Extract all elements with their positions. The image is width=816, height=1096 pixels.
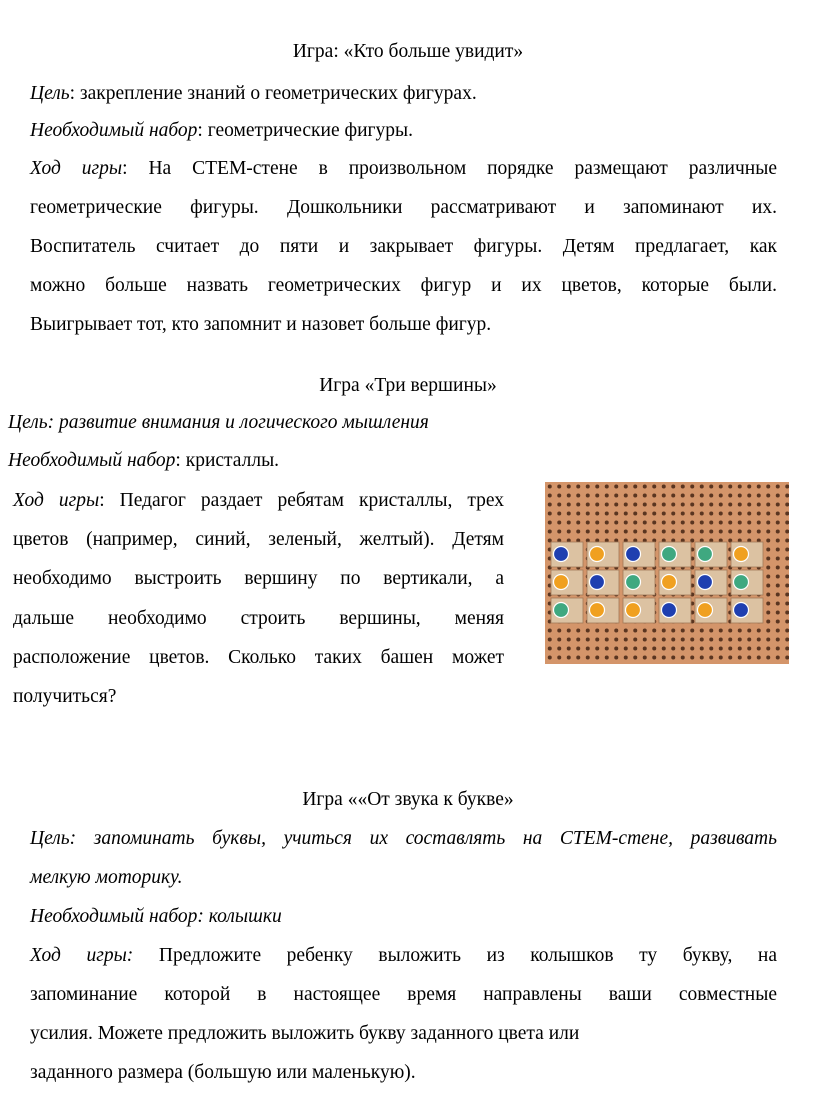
- crystal-blue: [626, 547, 641, 562]
- crystal-orange: [698, 603, 713, 618]
- game2-kit-text: : кристаллы.: [175, 450, 280, 471]
- crystal-blue: [698, 575, 713, 590]
- game3-goal-text: : запоминать буквы, учиться их составлять на СТЕМ-стене, развивать: [69, 828, 777, 849]
- game1-goal-label: Цель: [30, 83, 70, 104]
- game2-course-line-5: расположение цветов. Сколько таких башен может: [13, 647, 504, 668]
- crystal-orange: [590, 547, 605, 562]
- crystal-green: [698, 547, 713, 562]
- game3-course-label: Ход игры:: [30, 945, 134, 966]
- crystals-stem-wall-photo: [545, 482, 789, 664]
- game1-goal: [30, 82, 477, 106]
- game1-course-line-2: геометрические фигуры. Дошкольники рассматривают и запоминают их.: [30, 197, 777, 218]
- game2-course-line-6: получиться?: [13, 686, 117, 707]
- crystal-orange: [662, 575, 677, 590]
- crystal-orange: [590, 603, 605, 618]
- game1-goal-text: : закрепление знаний о геометрических фигурах.: [69, 83, 477, 104]
- game3-course-line-3: усилия. Можете предложить выложить букву заданного цвета или: [30, 1023, 580, 1044]
- crystal-green: [734, 575, 749, 590]
- game3-course-line-2: запоминание которой в настоящее время направлены ваши совместные: [30, 984, 777, 1005]
- game2-course-text: : Педагог раздает ребятам кристаллы, трех: [99, 490, 504, 511]
- crystal-orange: [734, 547, 749, 562]
- game1-kit-text: : геометрические фигуры.: [197, 120, 414, 141]
- game2-course-line-3: необходимо выстроить вершину по вертикали, а: [13, 568, 504, 589]
- game1-kit-label: Необходимый набор: [30, 120, 198, 141]
- game1-course-label: Ход игры: [30, 158, 123, 179]
- crystal-blue: [662, 603, 677, 618]
- game2-course-line-1: [13, 489, 504, 513]
- game3-goal-label: Цель: [30, 828, 70, 849]
- crystal-blue: [734, 603, 749, 618]
- game1-kit: [30, 119, 413, 143]
- game2-kit-label: Необходимый набор: [8, 450, 176, 471]
- crystal-green: [662, 547, 677, 562]
- crystal-green: [626, 575, 641, 590]
- crystal-blue: [590, 575, 605, 590]
- game2-goal: [8, 411, 429, 435]
- game2-course-line-4: дальше необходимо строить вершины, меняя: [13, 608, 504, 629]
- game2-course-label: Ход игры: [13, 490, 100, 511]
- game3-title: Игра ««От звука к букве»: [302, 789, 514, 810]
- game1-course-line-5: Выигрывает тот, кто запомнит и назовет больше фигур.: [30, 314, 492, 335]
- game1-course-text: : На СТЕМ-стене в произвольном порядке размещают различные: [122, 158, 777, 179]
- crystal-orange: [626, 603, 641, 618]
- game3-goal-line-1: [30, 827, 777, 851]
- game2-goal-label: Цель: [8, 412, 48, 433]
- game2-course-line-2: цветов (например, синий, зеленый, желтый). Детям: [13, 529, 504, 550]
- game3-goal-line-2: мелкую моторику.: [30, 867, 183, 888]
- game2-kit: [8, 449, 279, 473]
- game1-course-line-1: [30, 157, 777, 181]
- crystal-green: [554, 603, 569, 618]
- game1-course-line-3: Воспитатель считает до пяти и закрывает фигуры. Детям предлагает, как: [30, 236, 777, 257]
- game2-title: Игра «Три вершины»: [319, 375, 497, 396]
- game3-course-line-1: [30, 944, 777, 968]
- game3-course-text: Предложите ребенку выложить из колышков ту букву, на: [133, 945, 778, 966]
- game3-kit: Необходимый набор: колышки: [30, 906, 282, 927]
- crystal-orange: [554, 575, 569, 590]
- game1-title: Игра: «Кто больше увидит»: [292, 41, 524, 62]
- game1-course-line-4: можно больше назвать геометрических фигур и их цветов, которые были.: [30, 275, 777, 296]
- game3-course-line-4: заданного размера (большую или маленькую).: [30, 1062, 416, 1083]
- crystal-blue: [554, 547, 569, 562]
- game2-goal-text: : развитие внимания и логического мышления: [47, 412, 429, 433]
